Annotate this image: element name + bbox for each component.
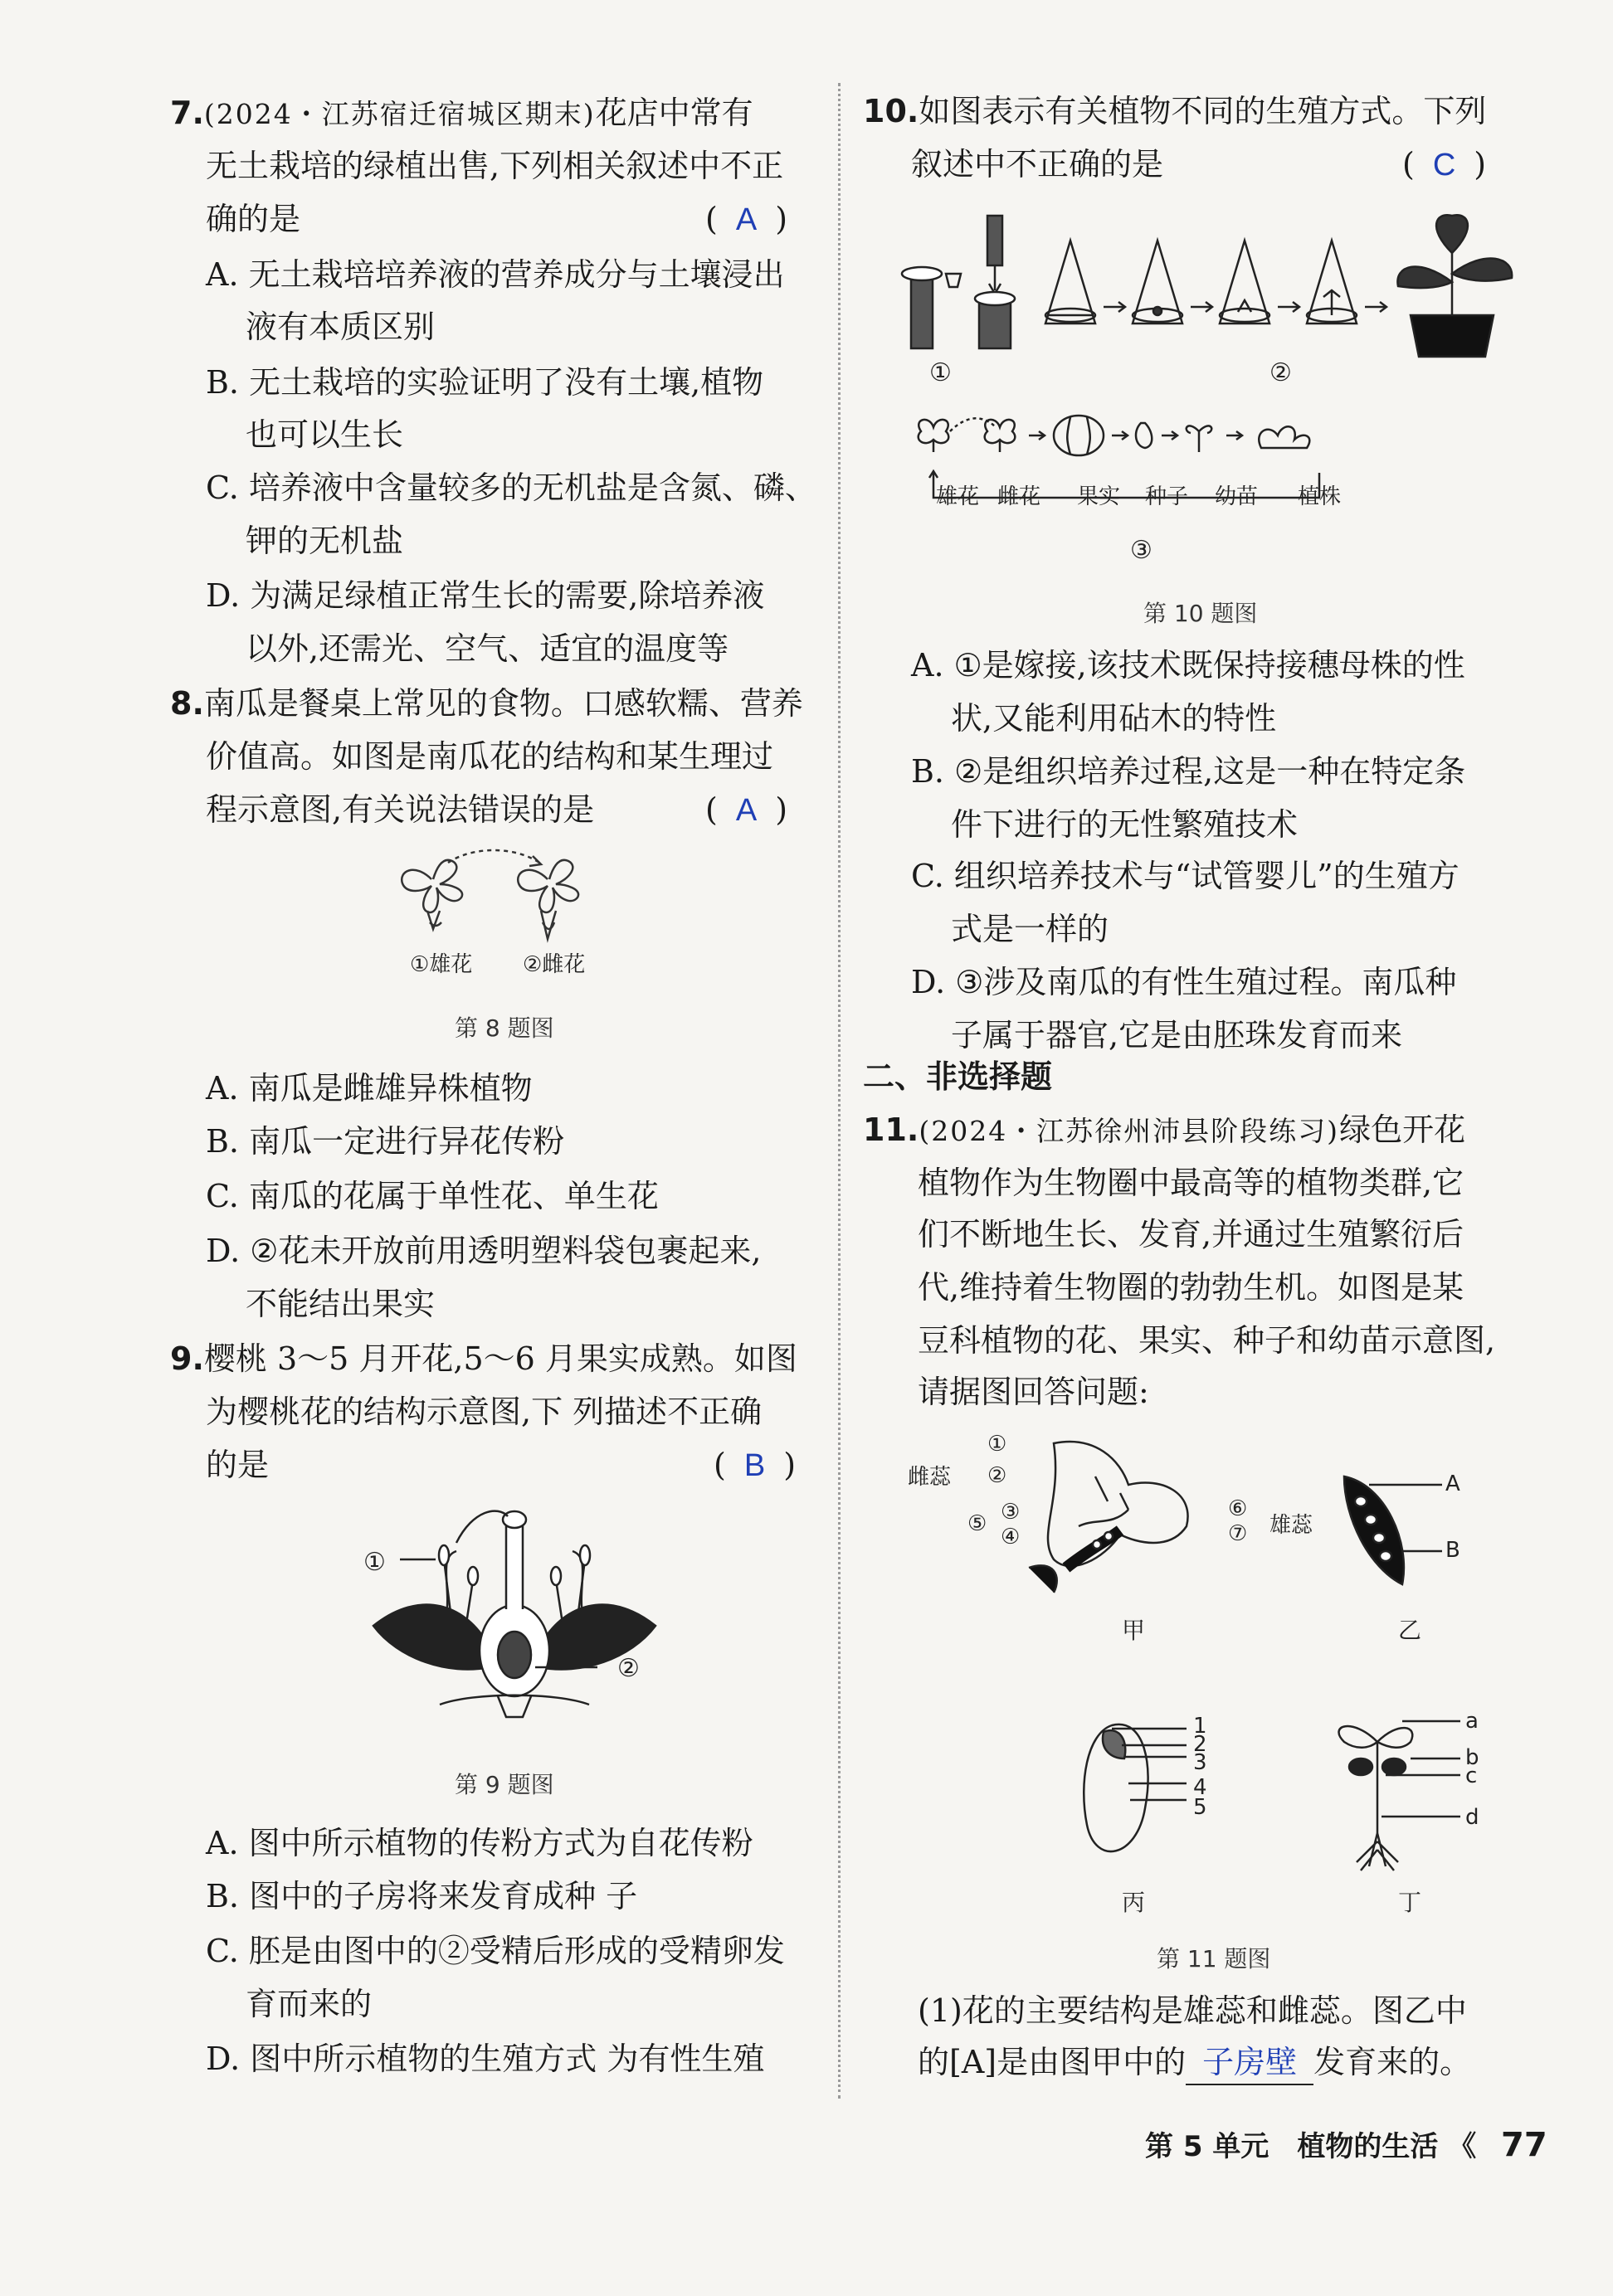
- q9-stem-2: 为樱桃花的结构示意图,下 列描述不正确: [206, 1394, 763, 1430]
- section-heading-non-choice: 二、非选择题: [863, 1058, 1053, 1095]
- column-divider: [838, 83, 841, 2099]
- q11-label-stamen: 雄蕊: [1269, 1513, 1313, 1538]
- q7-number: 7.: [170, 95, 204, 131]
- q9-option-d: D. 图中所示植物的生殖方式 为有性生殖: [206, 2041, 765, 2077]
- q11-label-3: ③: [1001, 1500, 1021, 1525]
- q11-line-1: [863, 1108, 1465, 1153]
- q10-option-d-1: D. ③涉及南瓜的有性生殖过程。南瓜种: [911, 964, 1457, 1000]
- q9-option-b: B. 图中的子房将来发育成种 子: [206, 1878, 638, 1914]
- q10-option-c-2: 式是一样的: [951, 911, 1109, 947]
- q10-stem-2: 叙述中不正确的是: [911, 146, 1164, 182]
- q8-option-a: A. 南瓜是雌雄异株植物: [206, 1070, 533, 1107]
- q9-answer-letter: B: [743, 1448, 766, 1483]
- q10-figure-number-2: ②: [1269, 358, 1292, 387]
- q11-sub1-text-a: 的[A]是由图甲中的: [918, 2044, 1187, 2080]
- q11-seed-label-3: 3: [1193, 1750, 1207, 1775]
- q8-figure-label-female: ②雌花: [523, 952, 586, 977]
- q9-caption: 第 9 题图: [455, 1771, 554, 1798]
- q9-cherry-flower-figure: [365, 1501, 664, 1725]
- footer-unit-title: 第 5 单元 植物的生活: [1145, 2130, 1439, 2163]
- q11-label-B: B: [1445, 1538, 1460, 1563]
- q9-stem-1: 樱桃 3～5 月开花,5～6 月果实成熟。如图: [203, 1340, 797, 1377]
- q11-label-2: ②: [987, 1463, 1007, 1488]
- q10-chain-label-1: 雄花: [936, 484, 980, 509]
- q10-stem-1: 如图表示有关植物不同的生殖方式。下列: [919, 93, 1487, 129]
- q11-label-6: ⑥: [1228, 1496, 1248, 1521]
- q11-label-bing: 丙: [1122, 1889, 1146, 1916]
- q11-seedling-label-d: d: [1465, 1805, 1479, 1830]
- q7-option-a-2: 液有本质区别: [246, 309, 436, 345]
- q11-stem-3: 们不断地生长、发育,并通过生殖繁衍后: [918, 1216, 1464, 1253]
- q10-chain-label-6: 植株: [1298, 484, 1342, 509]
- q10-pumpkin-cycle-figure: [904, 415, 1419, 539]
- q10-figure-number-3: ③: [1130, 536, 1152, 565]
- q8-option-c: C. 南瓜的花属于单性花、单生花: [206, 1178, 659, 1214]
- q10-chain-label-2: 雌花: [997, 484, 1041, 509]
- q7-line-1: [170, 91, 753, 136]
- q10-answer: ( C ): [1402, 146, 1487, 182]
- q11-sub1-line-1: (1)花的主要结构是雄蕊和雌蕊。图乙中: [918, 1992, 1467, 2029]
- q10-option-b-1: B. ②是组织培养过程,这是一种在特定条: [911, 753, 1466, 790]
- page-number: 77: [1501, 2126, 1547, 2164]
- q8-option-d-1: D. ②花未开放前用透明塑料袋包裹起来,: [206, 1233, 762, 1269]
- q11-sub1-text-b: 发育来的。: [1313, 2044, 1472, 2080]
- page-footer: [1145, 2123, 1547, 2164]
- q10-reproduction-figure: [896, 207, 1543, 357]
- q8-flower-figure: [390, 846, 622, 946]
- q11-stem-4: 代,维持着生物圈的勃勃生机。如图是某: [918, 1269, 1464, 1306]
- q8-stem-2: 价值高。如图是南瓜花的结构和某生理过: [206, 738, 774, 775]
- q8-option-d-2: 不能结出果实: [246, 1286, 436, 1322]
- q9-answer: ( B ): [714, 1447, 797, 1483]
- q11-label-jia: 甲: [1122, 1617, 1146, 1644]
- q11-label-5: ⑤: [967, 1511, 987, 1536]
- q11-label-pistil: 雌蕊: [908, 1465, 952, 1490]
- q7-option-c-2: 钾的无机盐: [246, 523, 404, 559]
- q11-seed-label-5: 5: [1193, 1795, 1207, 1820]
- q11-label-yi: 乙: [1398, 1617, 1422, 1644]
- q9-number: 9.: [170, 1340, 204, 1377]
- q7-stem-1: 花店中常有: [595, 95, 753, 131]
- q11-sub1-line-2: [918, 2041, 1471, 2085]
- q8-stem-3: 程示意图,有关说法错误的是: [206, 791, 595, 828]
- q10-chain-label-4: 种子: [1145, 484, 1189, 509]
- q9-figure-label-2: ②: [617, 1654, 640, 1683]
- q10-figure-number-1: ①: [929, 358, 952, 387]
- q10-line-1: [863, 90, 1486, 133]
- q8-line-1: [170, 682, 803, 725]
- q11-pod-figure-yi: [1336, 1468, 1452, 1593]
- q11-number: 11.: [863, 1112, 919, 1148]
- q9-stem-3: 的是: [206, 1447, 270, 1483]
- q10-option-c-1: C. 组织培养技术与“试管婴儿”的生殖方: [911, 858, 1459, 894]
- q7-stem-2: 无土栽培的绿植出售,下列相关叙述中不正: [206, 148, 784, 184]
- q11-sub1-answer-blank: 子房壁: [1186, 2041, 1313, 2085]
- q10-chain-label-5: 幼苗: [1215, 484, 1259, 509]
- q8-answer-letter: A: [735, 793, 758, 828]
- q8-stem-1: 南瓜是餐桌上常见的食物。口感软糯、营养: [203, 685, 803, 722]
- q8-number: 8.: [170, 685, 204, 722]
- q11-seedling-label-a: a: [1465, 1709, 1479, 1734]
- q10-chain-label-3: 果实: [1077, 484, 1121, 509]
- q11-seed-label-2: 2: [1193, 1732, 1207, 1757]
- q9-line-1: [170, 1337, 797, 1380]
- q10-caption: 第 10 题图: [1143, 600, 1258, 627]
- q7-option-b-1: B. 无土栽培的实验证明了没有土壤,植物: [206, 364, 764, 401]
- q11-seed-label-1: 1: [1193, 1714, 1207, 1739]
- q11-stem-5: 豆科植物的花、果实、种子和幼苗示意图,: [918, 1322, 1496, 1359]
- q7-answer-letter: A: [735, 202, 758, 237]
- q10-answer-letter: C: [1432, 148, 1456, 182]
- q11-label-ding: 丁: [1398, 1889, 1422, 1916]
- q10-option-b-2: 件下进行的无性繁殖技术: [951, 806, 1299, 843]
- q8-figure-label-male: ①雄花: [410, 952, 473, 977]
- q7-option-d-1: D. 为满足绿植正常生长的需要,除培养液: [206, 577, 765, 614]
- q7-option-b-2: 也可以生长: [246, 416, 404, 453]
- q11-stem-1: 绿色开花: [1339, 1112, 1466, 1148]
- q11-label-4: ④: [1001, 1525, 1021, 1549]
- q7-source: (2024・江苏宿迁宿城区期末): [203, 98, 596, 130]
- q11-seedling-label-c: c: [1465, 1763, 1478, 1788]
- q11-seed-label-4: 4: [1193, 1775, 1207, 1800]
- q9-option-a: A. 图中所示植物的传粉方式为自花传粉: [206, 1825, 753, 1861]
- q7-option-d-2: 以外,还需光、空气、适宜的温度等: [246, 630, 729, 667]
- q10-option-a-1: A. ①是嫁接,该技术既保持接穗母株的性: [911, 647, 1465, 683]
- q10-option-d-2: 子属于器官,它是由胚珠发育而来: [951, 1017, 1403, 1053]
- q9-option-c-2: 育而来的: [246, 1986, 373, 2022]
- q11-stem-2: 植物作为生物圈中最高等的植物类群,它: [918, 1165, 1464, 1201]
- q10-option-a-2: 状,又能利用砧木的特性: [951, 700, 1277, 737]
- q7-option-a-1: A. 无土栽培培养液的营养成分与土壤浸出: [206, 256, 785, 293]
- q11-label-7: ⑦: [1228, 1521, 1248, 1546]
- q10-number: 10.: [863, 93, 919, 129]
- q7-stem-3: 确的是: [206, 201, 301, 237]
- q11-label-1: ①: [987, 1432, 1007, 1457]
- q9-figure-label-1: ①: [363, 1548, 386, 1577]
- footer-chevron-icon: 《: [1448, 2130, 1477, 2163]
- q7-answer: ( A ): [705, 201, 788, 237]
- q8-caption: 第 8 题图: [455, 1014, 554, 1042]
- q11-seedling-figure-ding: [1319, 1709, 1485, 1875]
- q11-source: (2024・江苏徐州沛县阶段练习): [919, 1115, 1340, 1147]
- q11-seedling-label-b: b: [1465, 1745, 1479, 1770]
- q11-label-A: A: [1445, 1471, 1460, 1496]
- q9-option-c-1: C. 胚是由图中的②受精后形成的受精卵发: [206, 1933, 785, 1969]
- q8-option-b: B. 南瓜一定进行异花传粉: [206, 1123, 565, 1160]
- q8-answer: ( A ): [705, 791, 788, 828]
- q7-option-c-1: C. 培养液中含量较多的无机盐是含氮、磷、: [206, 469, 816, 506]
- q11-caption: 第 11 题图: [1157, 1945, 1271, 1973]
- q11-stem-6: 请据图回答问题:: [918, 1374, 1149, 1410]
